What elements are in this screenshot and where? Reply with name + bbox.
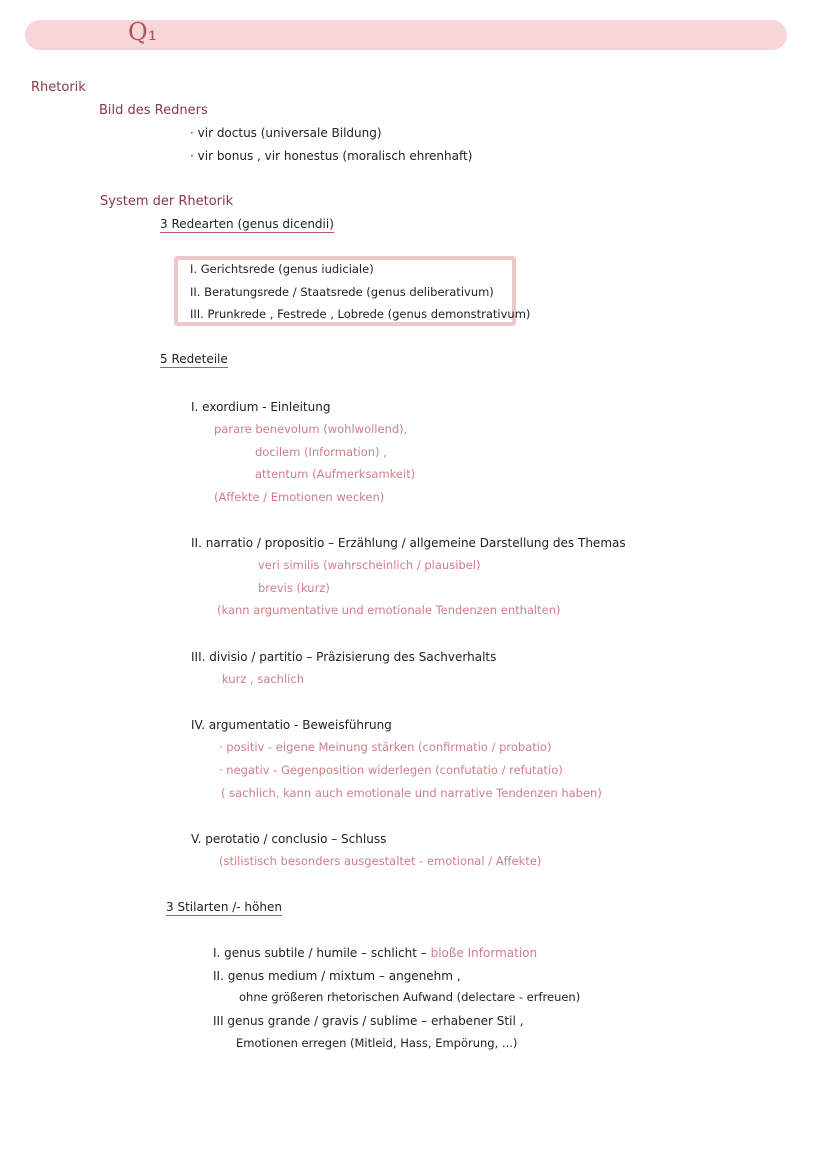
redeteil-heading: I. exordium - Einleitung — [191, 400, 331, 414]
redeteil-heading: III. divisio / partitio – Präzisierung des Sachverhalts — [191, 650, 497, 664]
section-title-rhetorik: Rhetorik — [31, 80, 86, 95]
bild-item: · vir bonus , vir honestus (moralisch ehrenhaft) — [190, 149, 473, 163]
redeart-item: II. Beratungsrede / Staatsrede (genus deliberativum) — [190, 285, 494, 299]
redeteil-detail: (Affekte / Emotionen wecken) — [214, 490, 385, 504]
redeteil-heading: V. perotatio / conclusio – Schluss — [191, 832, 387, 846]
heading-stilarten: 3 Stilarten /- höhen — [166, 900, 282, 914]
page-title: Q₁ — [128, 18, 158, 46]
stilart-line: II. genus medium / mixtum – angenehm , — [213, 969, 461, 983]
header-bar — [25, 20, 787, 50]
heading-redearten: 3 Redearten (genus dicendii) — [160, 217, 334, 231]
redeteil-detail: kurz , sachlich — [222, 672, 304, 686]
redeteil-detail: · positiv - eigene Meinung stärken (confirmatio / probatio) — [219, 740, 552, 754]
redeteil-heading: IV. argumentatio - Beweisführung — [191, 718, 392, 732]
redeteil-detail: veri similis (wahrscheinlich / plausibel) — [258, 558, 481, 572]
stilart-line: I. genus subtile / humile – schlicht – bloße Information — [213, 946, 538, 960]
redeteil-heading: II. narratio / propositio – Erzählung / allgemeine Darstellung des Themas — [191, 536, 626, 550]
stilart-line: Emotionen erregen (Mitleid, Hass, Empörung, ...) — [236, 1036, 518, 1050]
redeart-item: III. Prunkrede , Festrede , Lobrede (genus demonstrativum) — [190, 307, 531, 321]
bild-item: · vir doctus (universale Bildung) — [190, 126, 382, 140]
redeart-item: I. Gerichtsrede (genus iudiciale) — [190, 262, 374, 276]
heading-bild-des-redners: Bild des Redners — [99, 103, 208, 118]
redeteil-detail: parare benevolum (wohlwollend), — [214, 422, 408, 436]
redeteil-detail: brevis (kurz) — [258, 581, 330, 595]
heading-system-der-rhetorik: System der Rhetorik — [100, 194, 234, 209]
redeteil-detail: · negativ - Gegenposition widerlegen (confutatio / refutatio) — [219, 763, 563, 777]
redeteil-detail: attentum (Aufmerksamkeit) — [255, 467, 416, 481]
stilart-line: ohne größeren rhetorischen Aufwand (delectare - erfreuen) — [239, 990, 581, 1004]
redeteil-detail: (kann argumentative und emotionale Tendenzen enthalten) — [217, 603, 561, 617]
redeteil-detail: docilem (Information) , — [255, 445, 387, 459]
redeteil-detail: (stilistisch besonders ausgestaltet - emotional / Affekte) — [219, 854, 542, 868]
heading-redeteile: 5 Redeteile — [160, 352, 228, 366]
redeteil-detail: ( sachlich, kann auch emotionale und narrative Tendenzen haben) — [221, 786, 602, 800]
stilart-line: III genus grande / gravis / sublime – erhabener Stil , — [213, 1014, 524, 1028]
